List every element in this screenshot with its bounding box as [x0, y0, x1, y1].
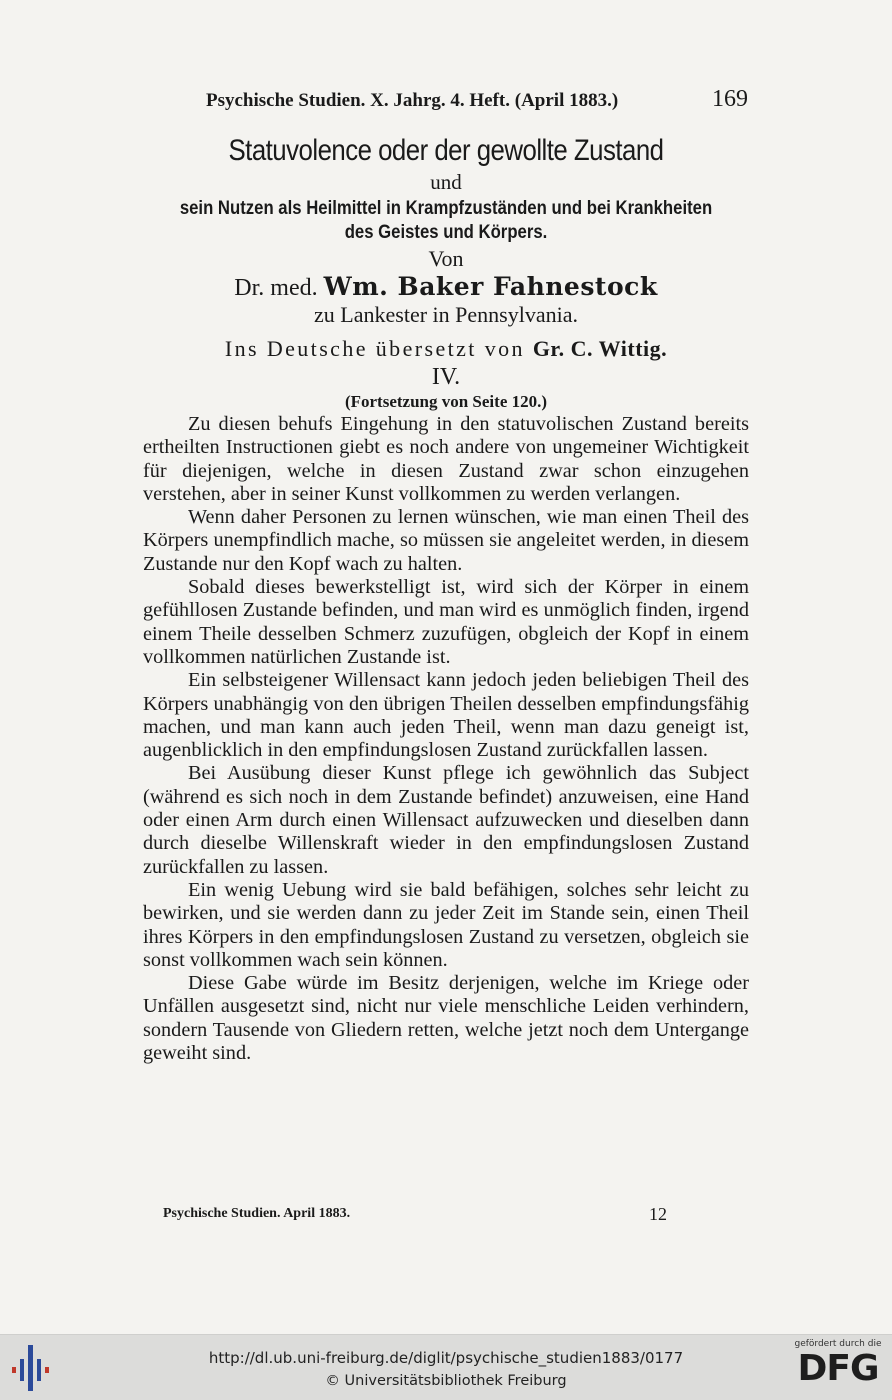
- paragraph: Diese Gabe würde im Besitz derjenigen, welche im Kriege oder Unfällen ausgesetzt sind, nicht nur viele menschliche Leiden verhindern, sondern Tausende von Gliedern retten, welche jetzt noch dem Untergange geweiht sind.: [143, 972, 749, 1065]
- subtitle-line-1: sein Nutzen als Heilmittel in Krampfzuständen und bei Krankheiten: [179, 198, 713, 219]
- page-footer: [163, 1204, 667, 1228]
- dfg-caption: gefördert durch die: [794, 1339, 882, 1349]
- dfg-sponsor-logo: [790, 1339, 886, 1397]
- copyright-notice: © Universitätsbibliothek Freiburg: [325, 1373, 567, 1389]
- paragraph: Ein wenig Uebung wird sie bald befähigen, solches sehr leicht zu bewirken, und sie werden dann zu jeder Zeit im Stande sein, einen Theil ihres Körpers in den empfindungslosen Zustand zu versetzen, obgleich sie sonst vollkommen wach sein können.: [143, 878, 749, 971]
- part-number: IV.: [431, 364, 461, 390]
- running-head: [206, 88, 748, 116]
- paragraph: Zu diesen behufs Eingehung in den statuvolischen Zustand bereits ertheilten Instructionen giebt es noch andere von ungemeiner Wichtigkeit für diejenigen, welche in diesen Zustand zwar schon einzugehen verstehen, aber in seiner Kunst vollkommen zu werden verlangen.: [143, 413, 749, 505]
- dfg-logo-icon: DFG: [797, 1348, 879, 1389]
- continuation-note: (Fortsetzung von Seite 120.): [344, 392, 548, 411]
- body-text: [143, 413, 749, 1065]
- author-prefix: Dr. med.: [234, 275, 318, 301]
- viewer-footer-bar: [0, 1334, 892, 1400]
- footer-signature: 12: [649, 1204, 667, 1224]
- article-title: Statuvolence oder der gewollte Zustand: [228, 134, 664, 167]
- translator-name: Gr. C. Wittig.: [532, 336, 668, 361]
- byline-von: Von: [428, 246, 464, 271]
- running-head-text: Psychische Studien. X. Jahrg. 4. Heft. (April 1883.): [206, 90, 619, 111]
- page-url-link[interactable]: http://dl.ub.uni-freiburg.de/diglit/psychische_studien1883/0177: [208, 1349, 684, 1367]
- paragraph: Sobald dieses bewerkstelligt ist, wird sich der Körper in einem gefühllosen Zustande befinden, und man wird es unmöglich finden, irgend einem Theile desselben Schmerz zuzufügen, obgleich der Kopf in einem vollkommen natürlichen Zustande ist.: [143, 576, 749, 668]
- subtitle-line-2: des Geistes und Körpers.: [344, 222, 548, 243]
- paragraph: Bei Ausübung dieser Kunst pflege ich gewöhnlich das Subject (während es sich noch in dem Zustande befindet) anzuweisen, eine Hand oder einen Arm durch einen Willensact aufzuwecken und dieselben dann durch dieselbe Willenskraft wieder in den empfindungslosen Zustand zurückfallen zu lassen.: [143, 762, 749, 878]
- page-number: 169: [712, 86, 748, 112]
- translator-prefix: Ins Deutsche übersetzt von: [224, 336, 525, 361]
- author-name: Wm. Baker Fahnestock: [323, 272, 658, 301]
- author-line: [140, 272, 752, 302]
- author-location: zu Lankester in Pennsylvania.: [314, 302, 578, 327]
- paragraph: Wenn daher Personen zu lernen wünschen, wie man einen Theil des Körpers unempfindlich mache, so müssen sie angeleitet werden, in diesem Zustande nur den Kopf wach zu halten.: [143, 506, 749, 575]
- translator-line: [140, 336, 752, 362]
- footer-journal: Psychische Studien. April 1883.: [163, 1206, 351, 1221]
- title-conjunction: und: [430, 170, 462, 194]
- paragraph: Ein selbsteigener Willensact kann jedoch jeden beliebigen Theil des Körpers unabhängig von den übrigen Theilen desselben empfindungsfähig machen, und man kann auch jeden Theil, wenn man dazu geneigt ist, augenblicklich in den empfindungslosen Zustand zurückfallen lassen.: [143, 669, 749, 762]
